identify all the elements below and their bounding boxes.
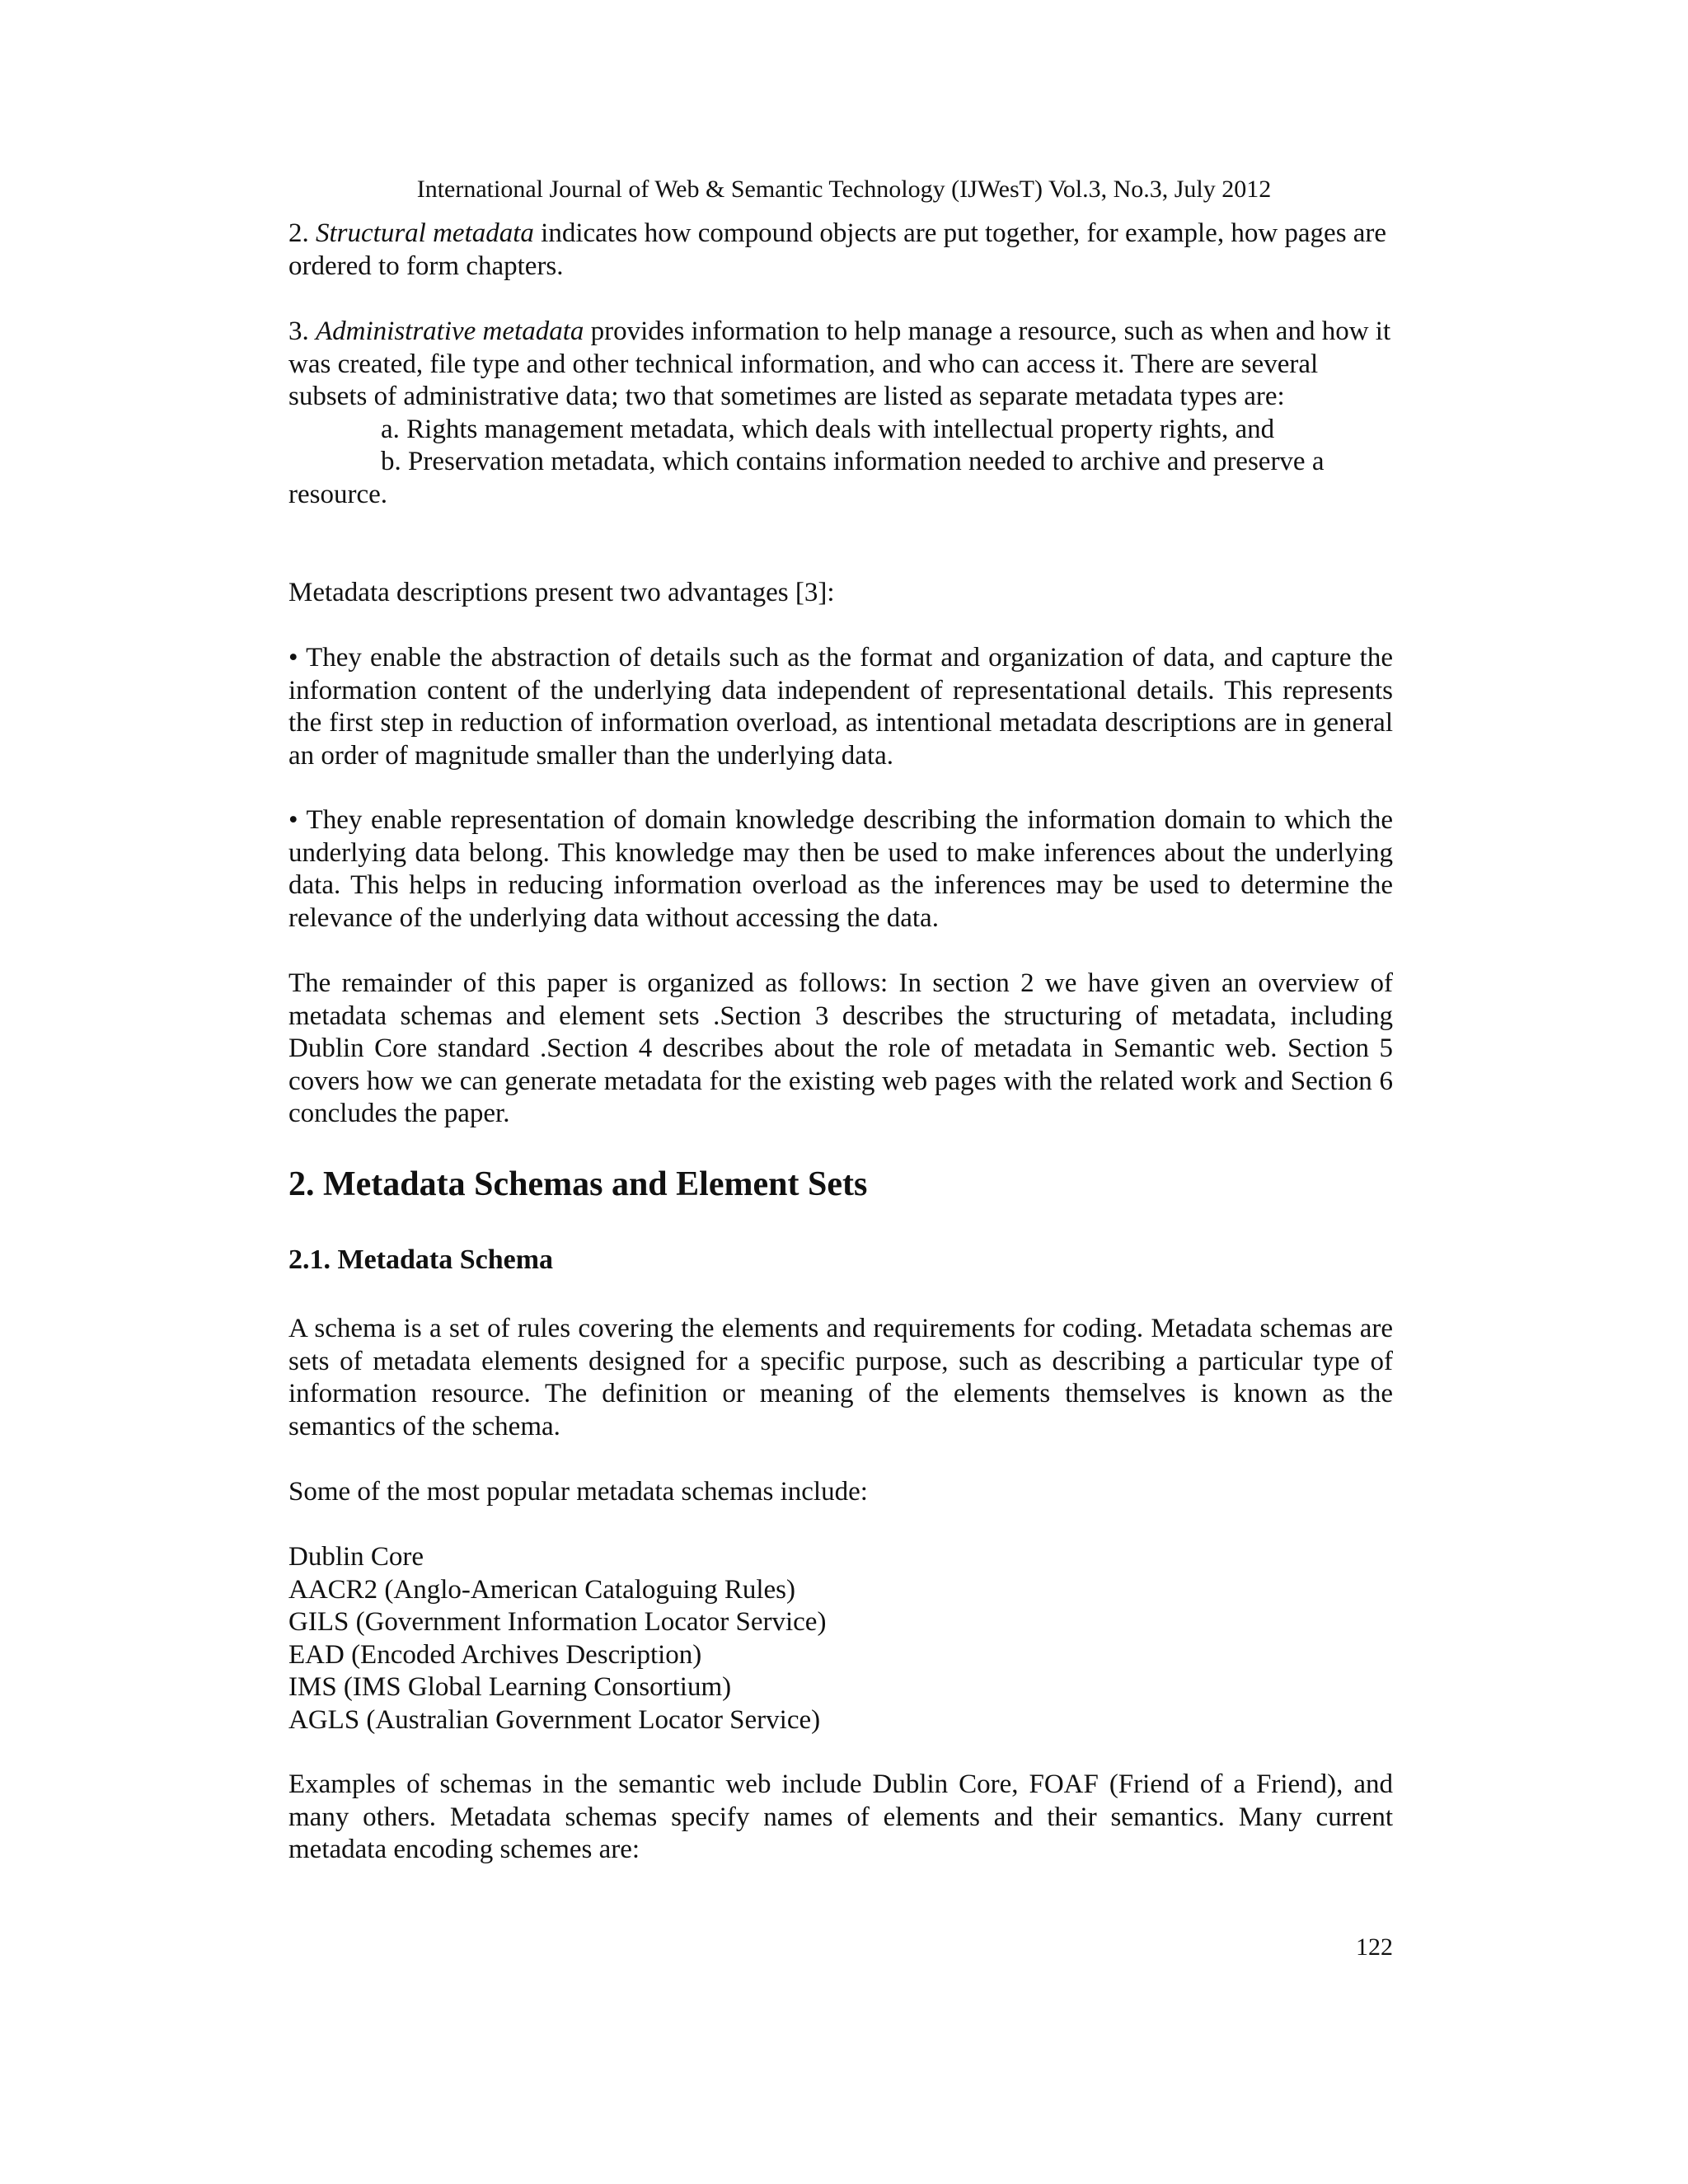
term-structural-metadata: Structural metadata	[316, 218, 534, 248]
list-item: EAD (Encoded Archives Description)	[288, 1639, 702, 1670]
advantage-bullet-2: • They enable representation of domain knowledge describing the information domain to which the underlying data belong. This knowledge may then be used to make inferences about the underlying data. This helps in reducing information overload as the inferences may be used to determine the relevance of the underlying data without accessing the data.	[288, 805, 1393, 933]
list-item: AGLS (Australian Government Locator Service)	[288, 1704, 821, 1735]
list-item: GILS (Government Information Locator Service)	[288, 1607, 827, 1637]
section-2-heading: 2. Metadata Schemas and Element Sets	[288, 1165, 868, 1203]
advantages-intro: Metadata descriptions present two advantages [3]:	[288, 578, 835, 607]
administrative-metadata-text: provides information to help manage a resource, such as when and how it was created, file type and other technical information, and who can access it. There are several subsets of administrative data; two that sometimes are listed as separate metadata types are:	[288, 316, 1391, 411]
subsection-2-1-heading: 2.1. Metadata Schema	[288, 1244, 554, 1275]
list-item: IMS (IMS Global Learning Consortium)	[288, 1672, 732, 1702]
schema-list	[288, 1541, 1393, 1736]
sub-item-b-continuation: resource.	[288, 479, 388, 509]
structural-metadata-paragraph	[288, 218, 1393, 283]
schema-examples-paragraph: Examples of schemas in the semantic web include Dublin Core, FOAF (Friend of a Friend), and many others. Metadata schemas specify names of elements and their semantics. Many current metadata encoding schemes are:	[288, 1769, 1393, 1864]
schema-definition-paragraph: A schema is a set of rules covering the elements and requirements for coding. Metadata schemas are sets of metadata elements designed for a specific purpose, such as describing a particular type of information resource. The definition or meaning of the elements themselves is known as the semantics of the schema.	[288, 1314, 1393, 1441]
item-number: 2.	[288, 218, 316, 248]
administrative-metadata-paragraph	[288, 316, 1393, 511]
sub-item-a: a. Rights management metadata, which deals with intellectual property rights, and	[381, 414, 1275, 444]
list-item: Dublin Core	[288, 1542, 424, 1572]
advantage-bullet-1: • They enable the abstraction of details such as the format and organization of data, and capture the information content of the underlying data independent of representational details. This represents the first step in reduction of information overload, as intentional metadata descriptions are in general an order of magnitude smaller than the underlying data.	[288, 643, 1393, 771]
page-number: 122	[1356, 1933, 1393, 1961]
running-header: International Journal of Web & Semantic Technology (IJWesT) Vol.3, No.3, July 2012	[416, 176, 1272, 203]
item-number: 3.	[288, 316, 316, 346]
term-administrative-metadata: Administrative metadata	[316, 316, 584, 346]
structural-metadata-text: indicates how compound objects are put together, for example, how pages are ordered to form chapters.	[288, 218, 1387, 281]
popular-schemas-intro: Some of the most popular metadata schemas include:	[288, 1477, 868, 1507]
paper-organization-paragraph: The remainder of this paper is organized as follows: In section 2 we have given an overview of metadata schemas and element sets .Section 3 describes the structuring of metadata, including Dublin Core standard .Section 4 describes about the role of metadata in Semantic web. Section 5 covers how we can generate metadata for the existing web pages with the related work and Section 6 concludes the paper.	[288, 968, 1393, 1128]
sub-item-b: b. Preservation metadata, which contains information needed to archive and preserve a	[381, 447, 1325, 476]
list-item: AACR2 (Anglo-American Cataloguing Rules)	[288, 1574, 795, 1605]
